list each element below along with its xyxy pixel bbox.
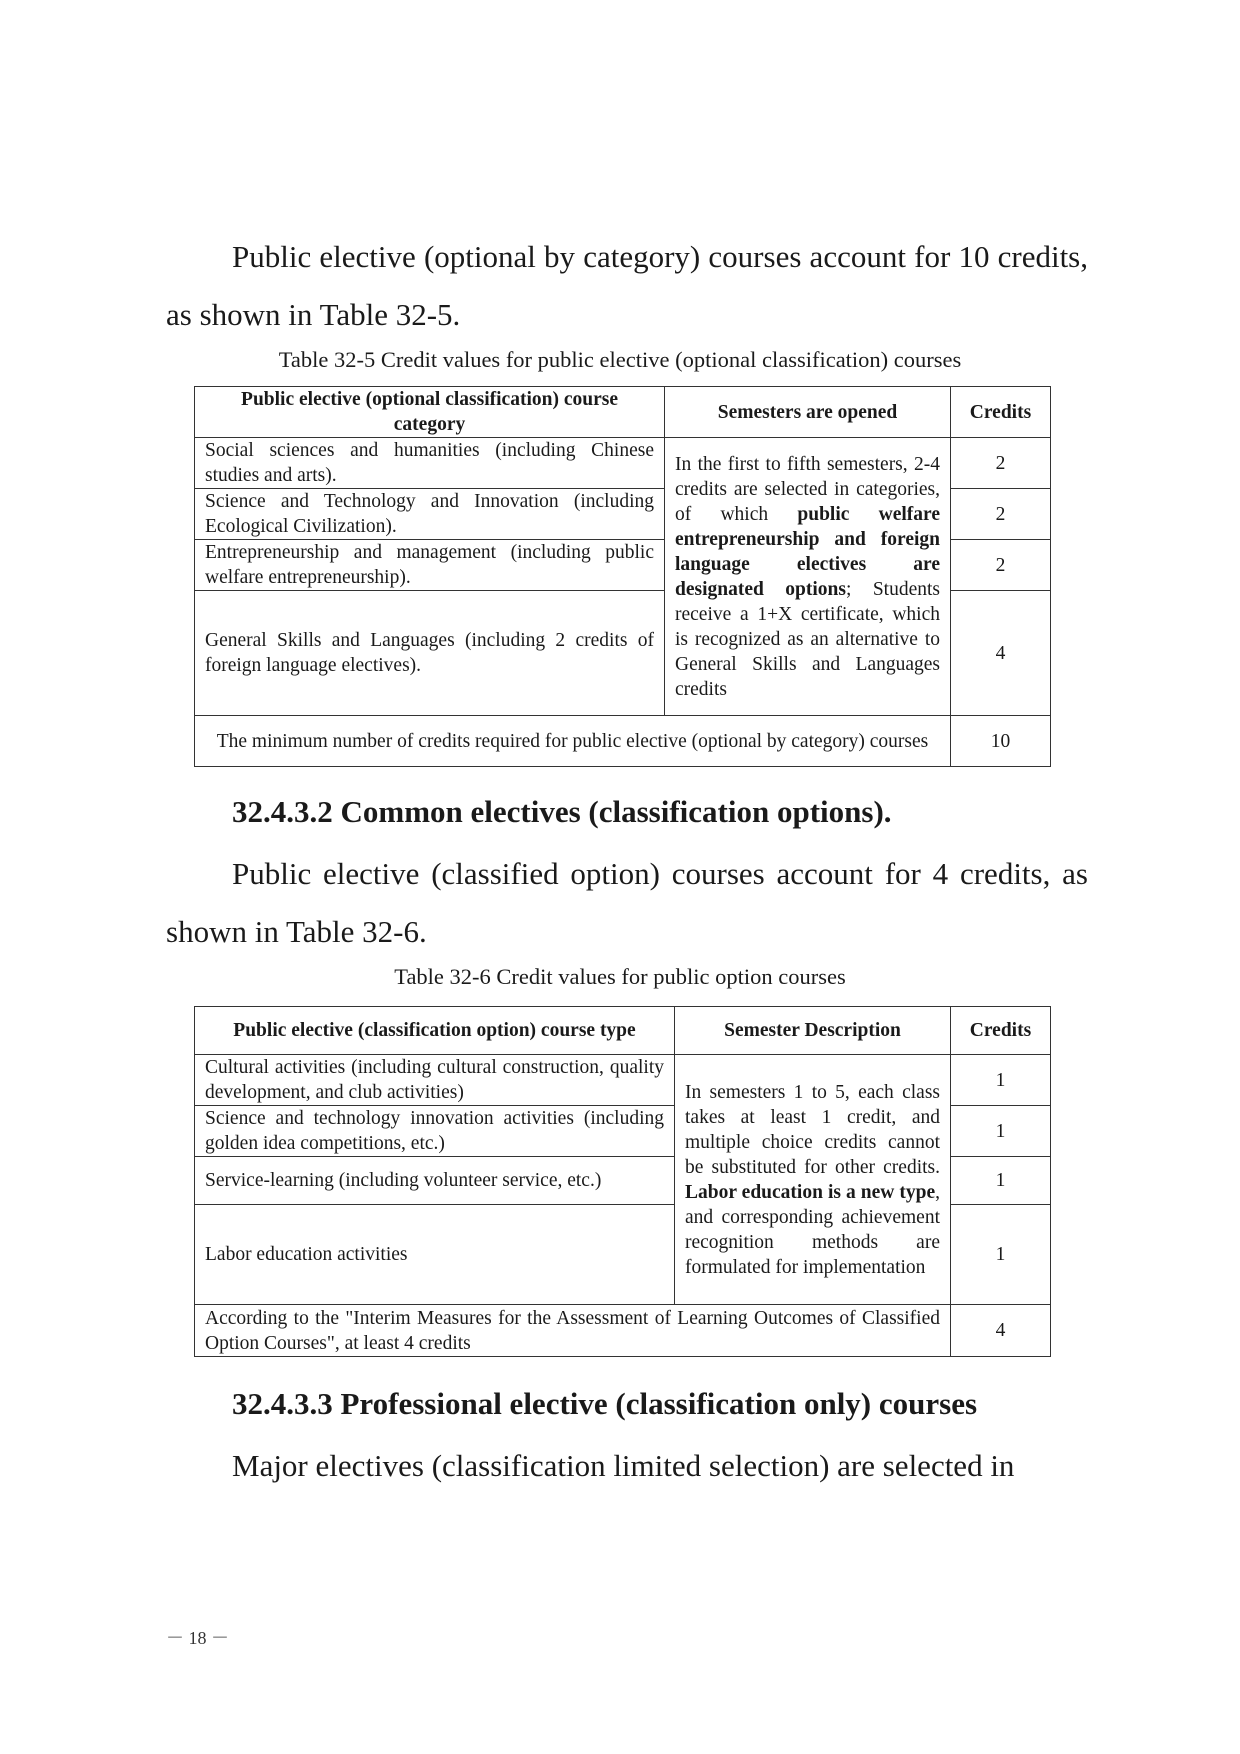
- table-cell: Science and Technology and Innovation (including Ecological Civilization).: [195, 489, 665, 540]
- total-label-cell: The minimum number of credits required for public elective (optional by category) courses: [195, 716, 951, 767]
- table-32-6-caption: Table 32-6 Credit values for public option courses: [394, 964, 846, 989]
- credits-cell: 1: [951, 1205, 1051, 1305]
- credits-cell: 4: [951, 591, 1051, 716]
- credits-cell: 1: [951, 1157, 1051, 1205]
- table-header: Credits: [951, 1007, 1051, 1055]
- section-heading: 32.4.3.3 Professional elective (classification only) courses: [232, 1386, 978, 1421]
- table-header: Public elective (classification option) course type: [195, 1007, 675, 1055]
- section-heading: 32.4.3.2 Common electives (classification options).: [232, 794, 892, 829]
- total-credits-cell: 4: [951, 1305, 1051, 1357]
- intro-paragraph-2: Public elective (classified option) courses account for 4 credits, as shown in Table 32-6.: [166, 856, 1088, 949]
- table-cell: Science and technology innovation activities (including golden idea competitions, etc.): [195, 1106, 675, 1157]
- table-header: Semester Description: [675, 1007, 951, 1055]
- table-cell: Labor education activities: [195, 1205, 675, 1305]
- credits-cell: 1: [951, 1055, 1051, 1106]
- table-cell: General Skills and Languages (including 2 credits of foreign language electives).: [195, 591, 665, 716]
- intro-paragraph-3: Major electives (classification limited selection) are selected in: [232, 1448, 1015, 1483]
- total-credits-cell: 10: [951, 716, 1051, 767]
- table-header: Public elective (optional classification) course category: [195, 387, 665, 438]
- table-header: Credits: [951, 387, 1051, 438]
- table-cell: Social sciences and humanities (including Chinese studies and arts).: [195, 438, 665, 489]
- page-number: － 18 －: [166, 1628, 229, 1648]
- credits-cell: 2: [951, 489, 1051, 540]
- table-cell: Cultural activities (including cultural construction, quality development, and club activities): [195, 1055, 675, 1106]
- semesters-opened-cell: In the first to fifth semesters, 2-4 credits are selected in categories, of which public welfare entrepreneurship and foreign language electives are designated options; Students receive a 1+X certificate, which is recognized as an alternative to General Skills and Languages credits: [665, 438, 951, 716]
- table-cell: Entrepreneurship and management (including public welfare entrepreneurship).: [195, 540, 665, 591]
- credits-cell: 2: [951, 438, 1051, 489]
- intro-paragraph-1: Public elective (optional by category) courses account for 10 credits, as shown in Table 32-5.: [166, 239, 1088, 332]
- table-32-5: [194, 386, 1051, 767]
- total-label-cell: According to the "Interim Measures for the Assessment of Learning Outcomes of Classified Option Courses", at least 4 credits: [195, 1305, 951, 1357]
- credits-cell: 1: [951, 1106, 1051, 1157]
- semester-description-cell: In semesters 1 to 5, each class takes at least 1 credit, and multiple choice credits cannot be substituted for other credits. Labor education is a new type, and corresponding achievement recognition methods are formulated for implementation: [675, 1055, 951, 1305]
- table-32-5-caption: Table 32-5 Credit values for public elective (optional classification) courses: [278, 347, 962, 372]
- table-32-6: [194, 1006, 1051, 1357]
- table-cell: Service-learning (including volunteer service, etc.): [195, 1157, 675, 1205]
- credits-cell: 2: [951, 540, 1051, 591]
- table-header: Semesters are opened: [665, 387, 951, 438]
